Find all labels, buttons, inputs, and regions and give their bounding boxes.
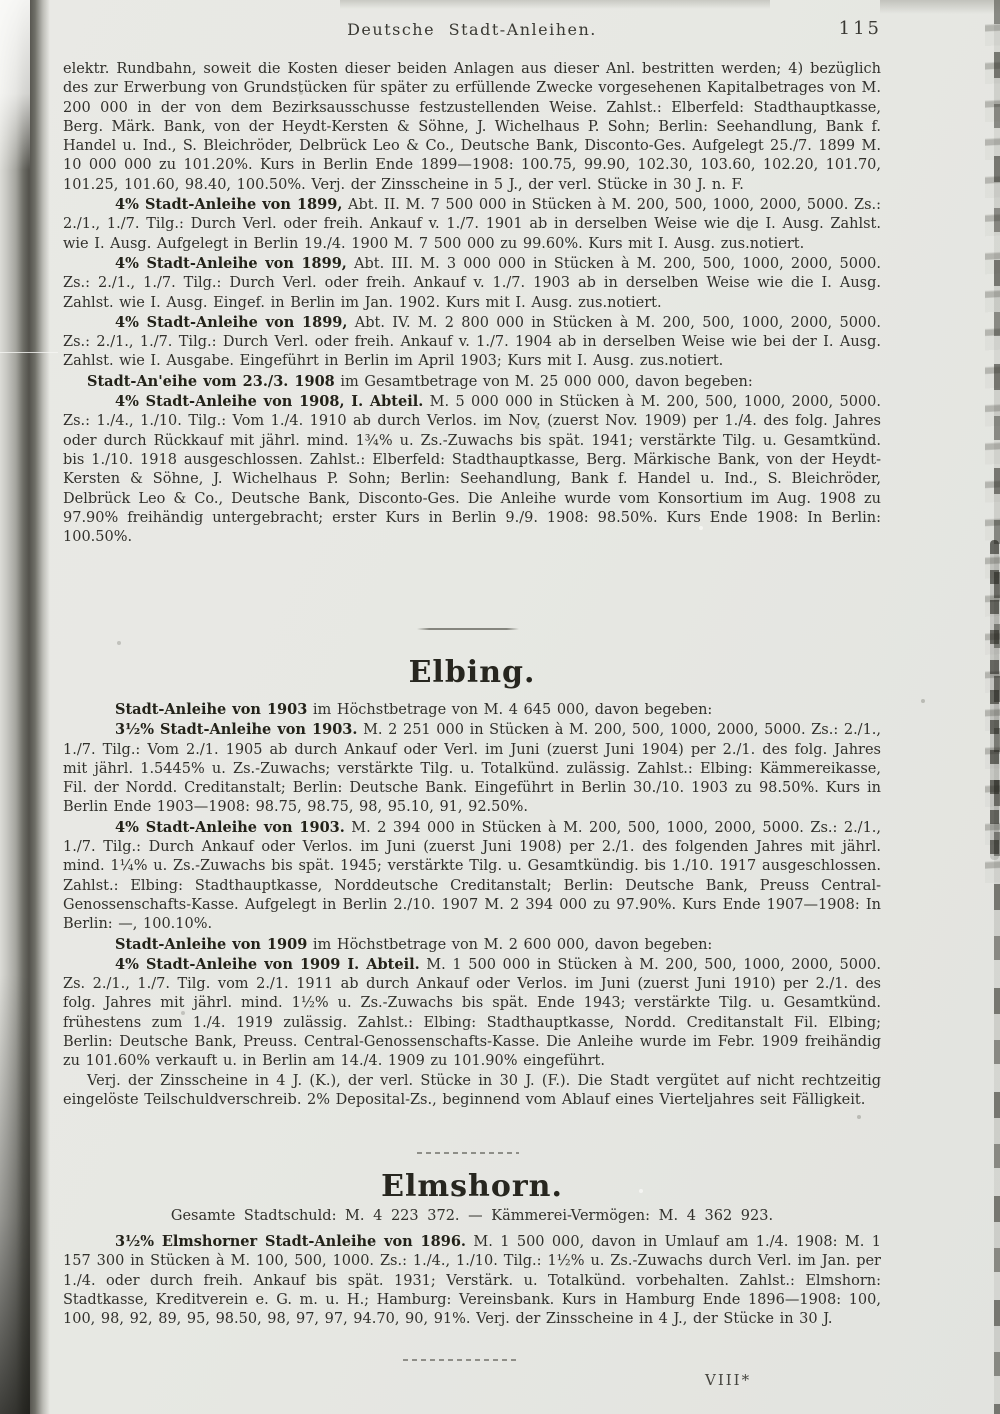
paragraph-lead: 4% Stadt-Anleihe von 1899, xyxy=(115,254,347,272)
paragraph-lead: Stadt-Anleihe von 1903 xyxy=(115,701,308,718)
paragraph xyxy=(63,700,881,720)
running-head-title: Deutsche Stadt-Anleihen. xyxy=(347,20,597,39)
scan-scratch xyxy=(0,352,58,353)
sheet-signature: VIII* xyxy=(705,1371,752,1389)
section-divider xyxy=(417,1152,519,1154)
right-edge-smudge xyxy=(990,540,999,860)
paragraph-lead: Stadt-Anleihe von 1909 xyxy=(115,935,308,953)
paragraph-lead: 3½% Elmshorner Stadt-Anleihe von 1896. xyxy=(115,1233,466,1250)
paragraph-text: im Höchstbetrage von M. 2 600 000, davon begeben: xyxy=(312,936,713,953)
section-heading-elbing: Elbing. xyxy=(408,655,536,690)
section-elberfeld-continuation xyxy=(63,60,881,547)
elmshorn-debt-summary: Gesamte Stadtschuld: M. 4 223 372. — Kämmerei-Vermögen: M. 4 362 923. xyxy=(170,1208,774,1224)
top-right-smudge xyxy=(880,0,1000,14)
binding-shadow-bottom-dark xyxy=(0,974,30,1414)
paragraph xyxy=(63,60,881,195)
paragraph-lead: Stadt-An'eihe vom 23./3. 1908 xyxy=(87,372,335,390)
paragraph-text: Abt. IV. M. 2 800 000 in Stücken à M. 200, 500, 1000, 2000, 5000. Zs.: 2./1., 1./7. Tilg.: Durch Verl. oder freih. Ankauf v. 1./7. 1904 ab in derselben Weise wie bei der I. Ausg. Zahlst. wie I. Ausgabe. Eingeführt in Berlin im April 1903; Kurs mit I. Ausg. zus.notiert. xyxy=(63,314,881,370)
paragraph-lead: 4% Stadt-Anleihe von 1903. xyxy=(115,818,345,836)
paragraph-text: Abt. III. M. 3 000 000 in Stücken à M. 200, 500, 1000, 2000, 5000. Zs.: 2./1., 1./7. Tilg.: Durch Verl. oder freih. Ankauf v. 1./7. 1903 ab in derselben Weise wie die I. Ausg. Zahlst. wie I. Ausg. Eingef. in Berlin im Jan. 1902. Kurs mit I. Ausg. zus.notiert. xyxy=(63,255,882,311)
section-elbing xyxy=(63,700,881,1110)
paragraph-text: M. 1 500 000 in Stücken à M. 200, 500, 1000, 2000, 5000. Zs. 2./1., 1./7. Tilg. vom 2./1. 1911 ab durch Ankauf oder Verlos. im Juni (zuerst Juni 1910) per 2./1. des folg. Jahres mit jährl. mind. 1½% u. Zs.-Zuwachs bis spät. Ende 1943; verstärkte Tilg. u. Gesamtkünd. frühestens zum 1./4. 1919 zulässig. Zahlst.: Elbing: Stadthauptkasse, Nordd. Creditanstalt Fil. Elbing; Berlin: Deutsche Bank, Preuss. Central-Genossenschafts-Kasse. Die Anleihe wurde im Febr. 1909 freihändig zu 101.60% verkauft u. in Berlin am 14./4. 1909 zu 101.90% eingeführt. xyxy=(63,956,882,1070)
paragraph-lead: 4% Stadt-Anleihe von 1899, xyxy=(115,196,343,214)
paragraph-text: im Höchstbetrage von M. 4 645 000, davon begeben: xyxy=(312,702,713,718)
paragraph-text: M. 1 500 000, davon in Umlauf am 1./4. 1908: M. 1 157 300 in Stücken à M. 100, 500, 1000. Zs.: 1./4., 1./10. Tilg.: 1½% u. Zs.-Zuwachs durch Verl. im Jan. per 1./4. oder durch freih. Ankauf bis spät. 1931; Verstärk. u. Totalkünd. vorbehalten. Zahlst.: Elmshorn: Stadtkasse, Kreditverein e. G. m. u. H.; Hamburg: Vereinsbank. Kurs in Hamburg Ende 1896—1908: 100, 100, 98, 92, 89, 95, 98.50, 98, 97, 97, 94.70, 90, 91%. Verj. der Zinsscheine in 4 J., der Stücke in 30 J. xyxy=(63,1234,881,1328)
paragraph xyxy=(63,818,881,935)
paragraph xyxy=(63,392,881,547)
paragraph xyxy=(63,195,881,254)
paragraph-text: M. 2 394 000 in Stücken à M. 200, 500, 1000, 2000, 5000. Zs.: 2./1., 1./7. Tilg.: Durch Ankauf oder Verlos. im Juni (zuerst Juni 1908) per 2./1. des folgenden Jahres mit jährl. mind. 1¼% u. Zs.-Zuwachs bis spät. 1945; verstärkte Tilg. u. Gesamtkündig. bis 1./10. 1917 ausgeschlossen. Zahlst.: Elbing: Stadthauptkasse, Norddeutsche Creditanstalt; Berlin: Deutsche Bank, Preuss Central-Genossenschafts-Kasse. Aufgelegt in Berlin 2./10. 1907 M. 2 394 000 zu 97.90%. Kurs Ende 1907—1908: In Berlin: —, 100.10%. xyxy=(63,819,882,933)
paragraph xyxy=(63,935,881,955)
paragraph xyxy=(63,1232,881,1329)
paragraph-text: Abt. II. M. 7 500 000 in Stücken à M. 200, 500, 1000, 2000, 5000. Zs.: 2./1., 1./7. Tilg.: Durch Verl. oder freih. Ankauf v. 1./7. 1901 ab in derselben Weise wie die I. Ausg. Zahlst. wie I. Ausg. Aufgelegt in Berlin 19./4. 1900 M. 7 500 000 zu 99.60%. Kurs mit I. Ausg. zus.notiert. xyxy=(63,197,881,252)
paragraph xyxy=(63,372,881,392)
paragraph-text: Verj. der Zinsscheine in 4 J. (K.), der verl. Stücke in 30 J. (F.). Die Stadt vergütet auf nicht rechtzeitig eingelöste Teilschuldverschreib. 2% Deposital-Zs., beginnend vom Ablauf eines Vierteljahres seit Fälligkeit. xyxy=(63,1072,881,1108)
top-edge-smudge xyxy=(340,0,770,9)
paragraph xyxy=(63,313,881,372)
paragraph-text: elektr. Rundbahn, soweit die Kosten dieser beiden Anlagen aus dieser Anl. bestritten werden; 4) bezüglich des zur Erwerbung von Grundstücken für später zu erfüllende Zwecke vorgesehenen Kapitalbetrages von M. 200 000 in der von dem Bezirksausschusse festzustellenden Weise. Zahlst.: Elberfeld: Stadthauptkasse, Berg. Märk. Bank, von der Heydt-Kersten & Söhne, J. Wichelhaus P. Sohn; Berlin: Seehandlung, Bank f. Handel u. Ind., S. Bleichröder, Delbrück Leo & Co., Deutsche Bank, Disconto-Ges. Aufgelegt 25./7. 1899 M. 10 000 000 zu 101.20%. Kurs in Berlin Ende 1899—1908: 100.75, 99.90, 102.30, 103.60, 102.20, 101.70, 101.25, 101.60, 98.40, 100.50%. Verj. der Zinsscheine in 5 J., der verl. Stücke in 30 J. n. F. xyxy=(63,61,881,193)
section-divider xyxy=(403,1359,520,1361)
paragraph-lead: 3½% Stadt-Anleihe von 1903. xyxy=(115,721,358,739)
section-divider xyxy=(417,628,519,630)
paragraph xyxy=(63,955,881,1072)
paragraph xyxy=(63,254,881,313)
paper-specks xyxy=(0,0,2,2)
binding-shadow-top-highlight xyxy=(0,0,30,170)
paragraph-text: M. 5 000 000 in Stücken à M. 200, 500, 1000, 2000, 5000. Zs.: 1./4., 1./10. Tilg.: Vom 1./4. 1910 ab durch Verlos. im Nov. (zuerst Nov. 1909) per 1./4. des folg. Jahres oder durch Rückkauf mit jährl. mind. 1¾% u. Zs.-Zuwachs bis spät. 1941; verstärkte Tilg. u. Gesamtkünd. bis 1./10. 1918 ausgeschlossen. Zahlst.: Elberfeld: Stadthauptkasse, Berg. Märkische Bank, von der Heydt-Kersten & Söhne, J. Wichelhaus P. Sohn; Berlin: Seehandlung, Bank f. Handel u. Ind., S. Bleichröder, Delbrück Leo & Co., Deutsche Bank, Disconto-Ges. Die Anleihe wurde vom Konsortium im Aug. 1908 zu 97.90% freihändig untergebracht; erster Kurs in Berlin 9./9. 1908: 98.50%. Kurs Ende 1908: In Berlin: 100.50%. xyxy=(63,394,881,546)
paragraph-lead: 4% Stadt-Anleihe von 1899, xyxy=(115,313,348,331)
paragraph-lead: 4% Stadt-Anleihe von 1909 I. Abteil. xyxy=(115,955,420,973)
page-number: 115 xyxy=(838,18,882,39)
paragraph xyxy=(63,1072,881,1111)
section-elmshorn xyxy=(63,1232,881,1329)
section-heading-elmshorn: Elmshorn. xyxy=(381,1169,563,1204)
paragraph-lead: 4% Stadt-Anleihe von 1908, I. Abteil. xyxy=(115,393,424,411)
paragraph-text: im Gesamtbetrage von M. 25 000 000, davon begeben: xyxy=(340,373,753,390)
paragraph-text: M. 2 251 000 in Stücken à M. 200, 500, 1000, 2000, 5000. Zs.: 2./1., 1./7. Tilg.: Vom 2./1. 1905 ab durch Ankauf oder Verl. im Juni (zuerst Juni 1904) per 2./1. des folg. Jahres mit jährl. 1.5445% u. Zs.-Zuwachs; verstärkte Tilg. u. Totalkünd. zulässig. Zahlst.: Elbing: Kämmereikasse, Fil. der Nordd. Creditanstalt; Berlin: Deutsche Bank. Eingeführt in Berlin 30./10. 1903 zu 98.50%. Kurs in Berlin Ende 1903—1908: 98.75, 98.75, 98, 95.10, 91, 92.50%. xyxy=(63,722,882,816)
paragraph xyxy=(63,720,881,817)
